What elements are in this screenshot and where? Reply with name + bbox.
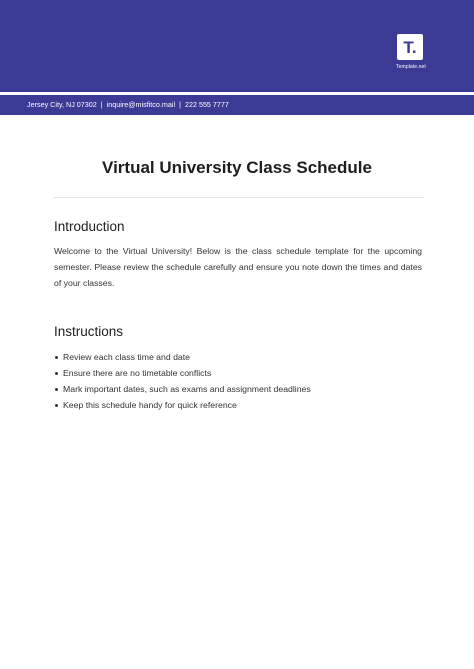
list-item <box>54 349 424 365</box>
instructions-list <box>54 349 424 413</box>
bullet-icon <box>55 388 58 391</box>
list-item <box>54 365 424 381</box>
list-item-text: Keep this schedule handy for quick reference <box>63 400 237 410</box>
bullet-icon <box>55 372 58 375</box>
list-item-text: Mark important dates, such as exams and assignment deadlines <box>63 384 311 394</box>
document-title: Virtual University Class Schedule <box>102 158 372 177</box>
list-item-text: Ensure there are no timetable conflicts <box>63 368 212 378</box>
instructions-heading: Instructions <box>54 324 124 339</box>
contact-email[interactable]: inquire@misfitco.mail <box>106 100 176 109</box>
contact-phone: 222 555 7777 <box>184 100 229 109</box>
contact-separator: | <box>100 100 103 109</box>
list-item <box>54 381 424 397</box>
logo-mark: T. <box>403 37 417 57</box>
logo-text: Template.net <box>396 64 426 70</box>
bullet-icon <box>55 356 58 359</box>
list-item-text: Review each class time and date <box>63 352 190 362</box>
template-logo-icon <box>397 34 423 60</box>
list-item <box>54 397 424 413</box>
bullet-icon <box>55 404 58 407</box>
introduction-paragraph: Welcome to the Virtual University! Below is the class schedule template for the upcoming semester. Please review the schedule carefully and ensure you note down the times and dates of your classes. <box>54 246 422 288</box>
contact-separator: | <box>179 100 181 109</box>
contact-line <box>27 100 229 110</box>
title-divider <box>54 197 424 198</box>
introduction-heading: Introduction <box>54 219 125 234</box>
contact-address: Jersey City, NJ 07302 <box>27 100 97 109</box>
